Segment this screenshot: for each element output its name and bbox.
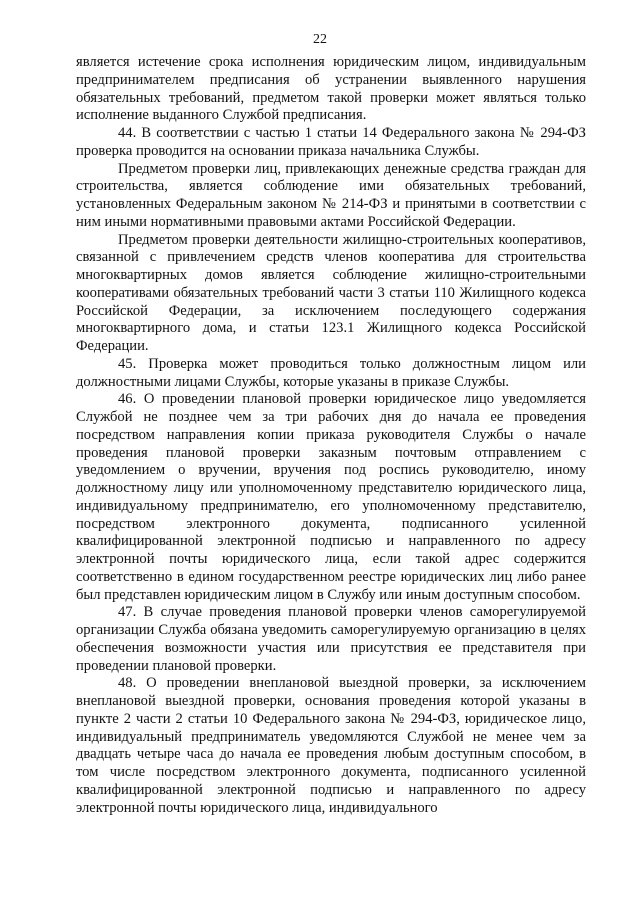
paragraph-44: 44. В соответствии с частью 1 статьи 14 Федерального закона № 294-ФЗ проверка проводится на основании приказа начальника Службы. [76,125,586,159]
paragraph-44-subject-shareholders: Предметом проверки лиц, привлекающих денежные средства граждан для строительства, является соблюдение ими обязательных требований, установленных Федеральным законом № 214-ФЗ и принятыми в соответствии с ним иными нормативными правовыми актами Российской Федерации. [76,160,586,230]
paragraph-45: 45. Проверка может проводиться только должностным лицом или должностными лицами Службы, которые указаны в приказе Службы. [76,355,586,390]
paragraph-44-subject-cooperatives: Предметом проверки деятельности жилищно-строительных кооперативов, связанной с привлечением средств членов кооператива для строительства многоквартирных домов является соблюдение жилищно-строительными кооперативами обязательных требований части 3 статьи 110 Жилищного кодекса Российской Федерации, за исключением последующего содержания многоквартирного дома, и статьи 123.1 Жилищного кодекса Российской Федерации. [76,231,586,354]
paragraph-47: 47. В случае проведения плановой проверки членов саморегулируемой организации Служба обязана уведомить саморегулируемую организацию в целях обеспечения возможности участия или присутствия ее представителя при проведении плановой проверки. [76,604,586,674]
paragraph-46: 46. О проведении плановой проверки юридическое лицо уведомляется Службой не позднее чем за три рабочих дня до начала ее проведения посредством направления копии приказа руководителя Службы о начале проведения плановой проверки заказным почтовым отправлением с уведомлением о вручении, вручения под роспись руководителю, иному должностному лицу или уполномоченному представителю юридического лица, индивидуальному предпринимателю, его уполномоченному представителю, посредством электронного документа, подписанного усиленной квалифицированной электронной подписью и направленного по адресу электронной почты юридического лица, если такой адрес содержится соответственно в едином государственном реестре юридических лиц либо ранее был представлен юридическим лицом в Службу или иным доступным способом. [76,391,586,603]
document-body [76,54,586,817]
paragraph-continued: является истечение срока исполнения юридическим лицом, индивидуальным предпринимателем предписания об устранении выявленного нарушения обязательных требований, предметом такой проверки может являться только исполнение выданного Службой предписания. [76,54,586,124]
paragraph-48: 48. О проведении внеплановой выездной проверки, за исключением внеплановой выездной проверки, основания проведения которой указаны в пункте 2 части 2 статьи 10 Федерального закона № 294-ФЗ, юридическое лицо, индивидуальный предприниматель уведомляются Службой не менее чем за двадцать четыре часа до начала ее проведения любым доступным способом, в том числе посредством электронного документа, подписанного усиленной квалифицированной электронной подписью и направленного по адресу электронной почты юридического лица, индивидуального [76,675,586,816]
page-number: 22 [313,32,327,47]
